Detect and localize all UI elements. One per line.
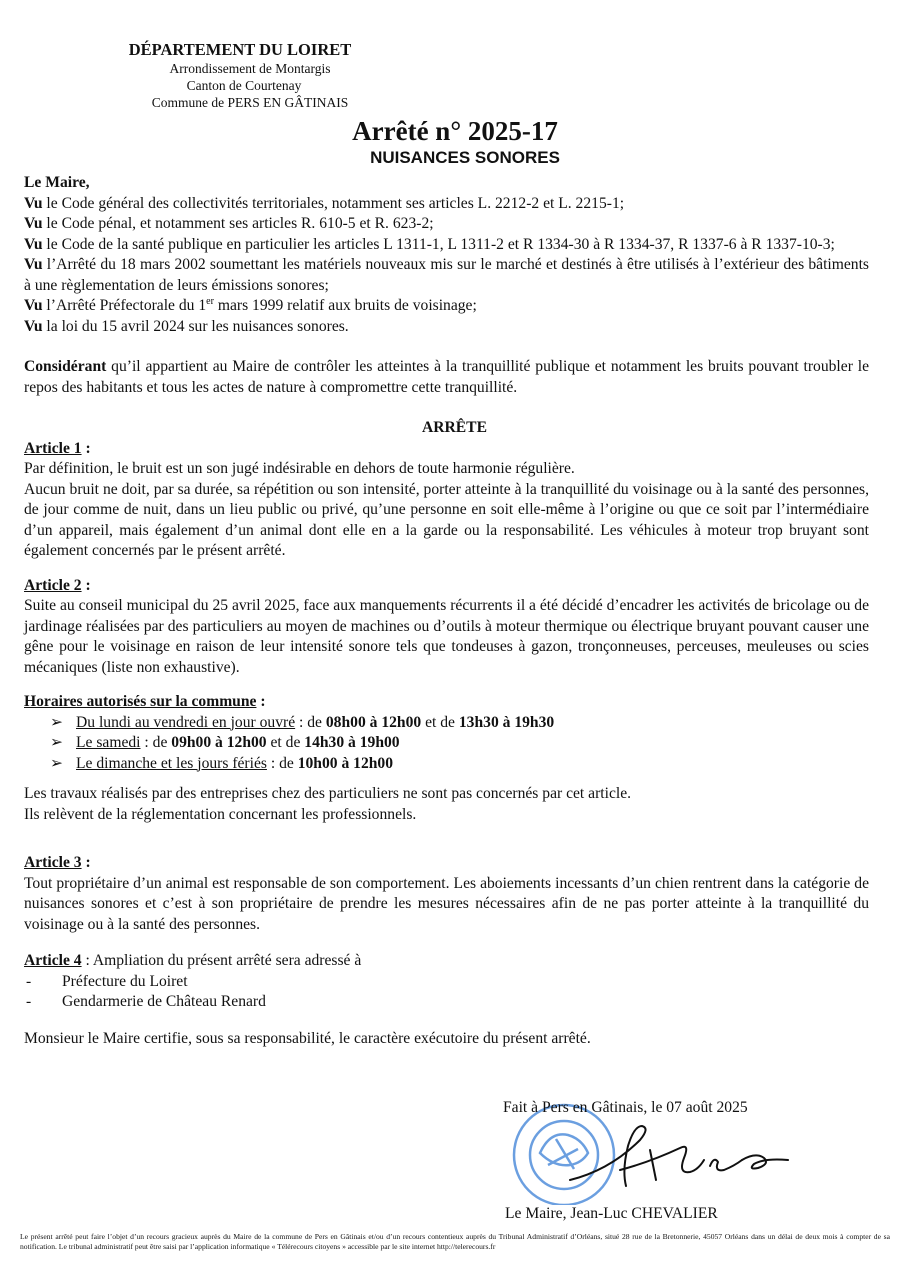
- list-item: - Gendarmerie de Château Renard: [26, 993, 266, 1010]
- vu-item: Vu la loi du 15 avril 2024 sur les nuisances sonores.: [24, 317, 349, 335]
- schedule-list: [24, 713, 869, 775]
- place-and-date: Fait à Pers en Gâtinais, le 07 août 2025: [503, 1099, 748, 1116]
- list-item: ➢ Du lundi au vendredi en jour ouvré : de 08h00 à 12h00 et de 13h30 à 19h30: [24, 713, 869, 734]
- article-4-heading: Article 4 : Ampliation du présent arrêté sera adressé à: [24, 952, 362, 969]
- department-name: DÉPARTEMENT DU LOIRET: [128, 40, 352, 59]
- arrow-bullet-icon: ➢: [50, 734, 64, 751]
- mayor-signature-icon: [560, 1110, 800, 1200]
- document-title: [0, 115, 900, 169]
- decree-number: Arrêté n° 2025-17: [352, 116, 558, 146]
- list-item: ➢ Le dimanche et les jours fériés : de 10h00 à 12h00: [24, 754, 869, 775]
- arrow-bullet-icon: ➢: [50, 754, 64, 772]
- vu-item: Vu le Code de la santé publique en particulier les articles L 1311-1, L 1311-2 et R 1334-30 à R 1334-37, R 1337-6 à R 1337-10-3;: [24, 235, 835, 253]
- document-body: [24, 173, 869, 1049]
- article-1-heading: Article 1 :: [24, 439, 91, 457]
- schedule-heading: Horaires autorisés sur la commune :: [24, 693, 266, 710]
- canton: Canton de Courtenay: [186, 78, 302, 93]
- arrete-heading: ARRÊTE: [422, 419, 487, 436]
- decree-subject: NUISANCES SONORES: [370, 148, 560, 167]
- arrondissement: Arrondissement de Montargis: [169, 61, 331, 76]
- mayor-name: Le Maire, Jean-Luc CHEVALIER: [505, 1205, 718, 1222]
- schedule-note: Les travaux réalisés par des entreprises chez des particuliers ne sont pas concernés par cet article.: [24, 785, 632, 802]
- vu-item: Vu le Code pénal, et notamment ses articles R. 610-5 et R. 623-2;: [24, 215, 434, 232]
- article-1-text: Par définition, le bruit est un son jugé indésirable en dehors de toute harmonie régulière.: [24, 460, 575, 477]
- letterhead: [0, 40, 440, 111]
- vu-item: Vu l’Arrêté Préfectorale du 1er mars 1999 relatif aux bruits de voisinage;: [24, 295, 477, 314]
- article-2-heading: Article 2 :: [24, 576, 91, 594]
- list-item: - Préfecture du Loiret: [26, 972, 188, 990]
- article-3-heading: Article 3 :: [24, 854, 91, 871]
- arrow-bullet-icon: ➢: [50, 713, 64, 731]
- commune: Commune de PERS EN GÂTINAIS: [151, 95, 349, 110]
- vu-item: Vu l’Arrêté du 18 mars 2002 soumettant les matériels nouveaux mis sur le marché et destinés à être utilisés à l’extérieur des bâtiments à une règlementation de leurs émissions sonores;: [24, 256, 869, 294]
- article-2-text: Suite au conseil municipal du 25 avril 2025, face aux manquements récurrents il a été décidé d’encadrer les activités de bricolage ou de jardinage réalisées par des particuliers au moyen de machines ou d’outils à moteur thermique ou électrique bruyant pouvant causer une gêne pour le voisinage en raison de leur intensité sonore tels que tondeuses à gazon, tronçonneuses, perceuses, meuleuses ou scies mécaniques (liste non exhaustive).: [24, 597, 869, 676]
- certification-text: Monsieur le Maire certifie, sous sa responsabilité, le caractère exécutoire du présent arrêté.: [24, 1029, 591, 1047]
- legal-footer: Le présent arrêté peut faire l’objet d’un recours gracieux auprès du Maire de la commune de Pers en Gâtinais et/ou d’un recours contentieux auprès du Tribunal Administratif d’Orléans, situé 28 rue de la Bretonnerie, 45057 Orléans dans un délai de deux mois à compter de sa notification. Le tribunal administratif peut être saisi par l’application informatique « Télérecours citoyens » accessible par le site internet http://telerecours.fr: [20, 1232, 890, 1251]
- list-item: ➢ Le samedi : de 09h00 à 12h00 et de 14h30 à 19h00: [24, 733, 869, 754]
- schedule-note: Ils relèvent de la réglementation concernant les professionnels.: [24, 805, 417, 823]
- maire-heading: Le Maire,: [24, 174, 90, 191]
- recipient-list: [24, 972, 869, 1013]
- article-1-text: Aucun bruit ne doit, par sa durée, sa répétition ou son intensité, porter atteinte à la tranquillité du voisinage ou à la santé des personnes, de jour comme de nuit, dans un lieu public ou privé, qu’une personne en soit elle-même à l’origine ou que ce soit par l’intermédiaire d’un appareil, mais également d’un animal dont elle en a la garde ou la responsabilité. Les véhicules à moteur trop bruyant sont également concernés par le présent arrêté.: [24, 480, 869, 559]
- vu-item: Vu le Code général des collectivités territoriales, notamment ses articles L. 2212-2 et L. 2215-1;: [24, 194, 625, 212]
- considerant-paragraph: Considérant qu’il appartient au Maire de contrôler les atteintes à la tranquillité publique et notamment les bruits pouvant troubler le repos des habitants et tous les actes de nature à compromettre cette tranquillité.: [24, 358, 869, 396]
- article-3-text: Tout propriétaire d’un animal est responsable de son comportement. Les aboiements incessants d’un chien rentrent dans la catégorie de nuisances sonores et c’est à son propriétaire de prendre les mesures nécessaires afin de ne pas porter atteinte à la tranquillité du voisinage ou à la santé des personnes.: [24, 874, 869, 933]
